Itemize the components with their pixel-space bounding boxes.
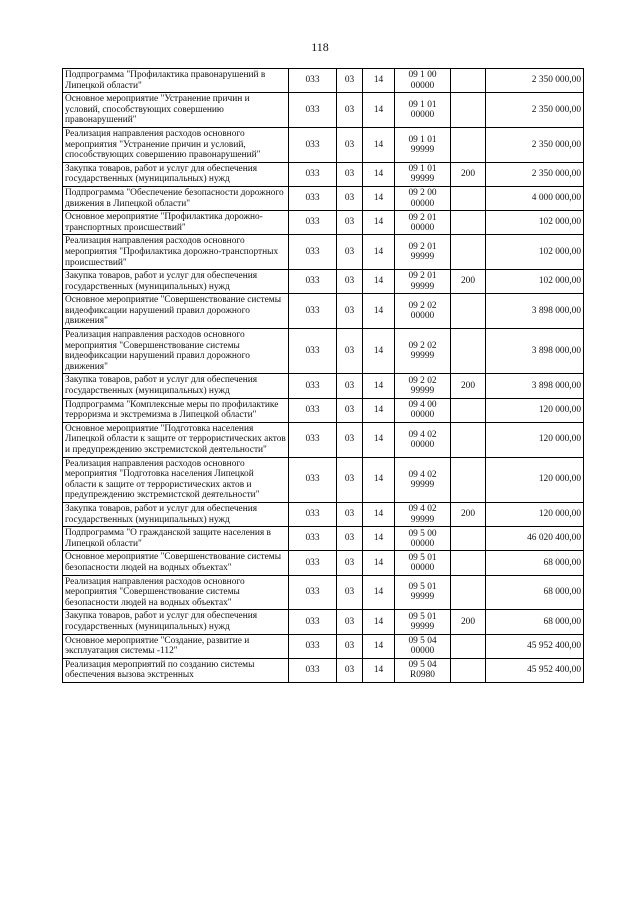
expense-type-cell <box>451 93 486 128</box>
target-article-part1: 09 4 02 <box>408 429 437 440</box>
row-name-cell: Реализация направления расходов основного мероприятия "Совершенствование системы видеофиксации нарушений правил дорожного движения" <box>63 329 289 374</box>
table-row <box>63 294 584 329</box>
row-name-cell: Реализация направления расходов основного мероприятия "Профилактика дорожно-транспортных происшествий" <box>63 235 289 270</box>
subsection-code-cell: 14 <box>363 127 395 162</box>
ministry-code-cell: 033 <box>289 374 337 398</box>
target-article-part1: 09 1 01 <box>408 99 437 110</box>
target-article-part1: 09 2 02 <box>408 375 437 386</box>
subsection-code-cell: 14 <box>363 634 395 658</box>
ministry-code-cell: 033 <box>289 398 337 422</box>
ministry-code-cell: 033 <box>289 329 337 374</box>
subsection-code-cell: 14 <box>363 270 395 294</box>
target-article-part1: 09 5 00 <box>408 528 437 539</box>
target-article-cell <box>395 502 451 526</box>
ministry-code-cell: 033 <box>289 294 337 329</box>
target-article-part2: 00000 <box>410 311 435 322</box>
subsection-code-cell: 14 <box>363 422 395 457</box>
amount-cell: 2 350 000,00 <box>486 127 584 162</box>
subsection-code-cell: 14 <box>363 610 395 634</box>
target-article-cell <box>395 398 451 422</box>
table-row <box>63 634 584 658</box>
target-article-part1: 09 5 01 <box>408 582 437 593</box>
table-row <box>63 398 584 422</box>
target-article-part1: 09 4 00 <box>408 400 437 411</box>
row-name-cell: Основное мероприятие "Совершенствование системы безопасности людей на водных объектах" <box>63 551 289 575</box>
expense-type-cell <box>451 294 486 329</box>
target-article-part1: 09 5 01 <box>408 552 437 563</box>
table-row <box>63 211 584 235</box>
amount-cell: 4 000 000,00 <box>486 186 584 210</box>
ministry-code-cell: 033 <box>289 162 337 186</box>
amount-cell: 2 350 000,00 <box>486 69 584 93</box>
target-article-cell <box>395 658 451 682</box>
subsection-code-cell: 14 <box>363 527 395 551</box>
subsection-code-cell: 14 <box>363 398 395 422</box>
subsection-code-cell: 14 <box>363 235 395 270</box>
row-name-cell: Основное мероприятие "Профилактика дорожно-транспортных происшествий" <box>63 211 289 235</box>
target-article-cell <box>395 457 451 502</box>
table-row <box>63 186 584 210</box>
subsection-code-cell: 14 <box>363 186 395 210</box>
section-code-cell: 03 <box>337 398 363 422</box>
ministry-code-cell: 033 <box>289 186 337 210</box>
amount-cell: 45 952 400,00 <box>486 634 584 658</box>
target-article-cell <box>395 422 451 457</box>
subsection-code-cell: 14 <box>363 374 395 398</box>
section-code-cell: 03 <box>337 634 363 658</box>
target-article-part1: 09 2 00 <box>408 188 437 199</box>
target-article-part2: 00000 <box>410 110 435 121</box>
section-code-cell: 03 <box>337 270 363 294</box>
table-row <box>63 235 584 270</box>
section-code-cell: 03 <box>337 211 363 235</box>
target-article-part1: 09 2 02 <box>408 300 437 311</box>
ministry-code-cell: 033 <box>289 634 337 658</box>
budget-table-body <box>63 69 584 683</box>
row-name-cell: Основное мероприятие "Создание, развитие и эксплуатация системы -112" <box>63 634 289 658</box>
ministry-code-cell: 033 <box>289 658 337 682</box>
section-code-cell: 03 <box>337 69 363 93</box>
ministry-code-cell: 033 <box>289 69 337 93</box>
table-row <box>63 93 584 128</box>
section-code-cell: 03 <box>337 162 363 186</box>
amount-cell: 3 898 000,00 <box>486 294 584 329</box>
section-code-cell: 03 <box>337 457 363 502</box>
page-number: 118 <box>311 40 329 54</box>
target-article-cell <box>395 235 451 270</box>
expense-type-cell <box>451 527 486 551</box>
table-row <box>63 422 584 457</box>
expense-type-cell: 200 <box>451 502 486 526</box>
section-code-cell: 03 <box>337 235 363 270</box>
target-article-part1: 09 5 04 <box>408 635 437 646</box>
table-row <box>63 457 584 502</box>
row-name-cell: Закупка товаров, работ и услуг для обеспечения государственных (муниципальных) нужд <box>63 610 289 634</box>
row-name-cell: Закупка товаров, работ и услуг для обеспечения государственных (муниципальных) нужд <box>63 270 289 294</box>
section-code-cell: 03 <box>337 329 363 374</box>
target-article-cell <box>395 69 451 93</box>
amount-cell: 102 000,00 <box>486 235 584 270</box>
subsection-code-cell: 14 <box>363 93 395 128</box>
amount-cell: 102 000,00 <box>486 211 584 235</box>
table-row <box>63 270 584 294</box>
target-article-part2: 99999 <box>410 514 435 525</box>
subsection-code-cell: 14 <box>363 329 395 374</box>
target-article-part2: 00000 <box>410 538 435 549</box>
subsection-code-cell: 14 <box>363 457 395 502</box>
ministry-code-cell: 033 <box>289 551 337 575</box>
target-article-cell <box>395 610 451 634</box>
row-name-cell: Подпрограмма "О гражданской защите населения в Липецкой области" <box>63 527 289 551</box>
section-code-cell: 03 <box>337 551 363 575</box>
amount-cell: 46 020 400,00 <box>486 527 584 551</box>
target-article-part1: 09 1 01 <box>408 134 437 145</box>
target-article-part2: 00000 <box>410 439 435 450</box>
section-code-cell: 03 <box>337 527 363 551</box>
target-article-cell <box>395 575 451 610</box>
target-article-cell <box>395 329 451 374</box>
row-name-cell: Основное мероприятие "Подготовка населения Липецкой области к защите от террористических актов и предупреждению экстремистской деятельности" <box>63 422 289 457</box>
section-code-cell: 03 <box>337 93 363 128</box>
ministry-code-cell: 033 <box>289 422 337 457</box>
expense-type-cell <box>451 551 486 575</box>
amount-cell: 120 000,00 <box>486 457 584 502</box>
row-name-cell: Подпрограмма "Обеспечение безопасности дорожного движения в Липецкой области" <box>63 186 289 210</box>
section-code-cell: 03 <box>337 575 363 610</box>
table-row <box>63 329 584 374</box>
target-article-cell <box>395 527 451 551</box>
target-article-part1: 09 4 02 <box>408 504 437 515</box>
target-article-part1: 09 2 01 <box>408 271 437 282</box>
target-article-part2: 00000 <box>410 410 435 421</box>
ministry-code-cell: 033 <box>289 211 337 235</box>
target-article-cell <box>395 634 451 658</box>
target-article-cell <box>395 551 451 575</box>
amount-cell: 102 000,00 <box>486 270 584 294</box>
section-code-cell: 03 <box>337 374 363 398</box>
target-article-cell <box>395 270 451 294</box>
expense-type-cell <box>451 634 486 658</box>
subsection-code-cell: 14 <box>363 211 395 235</box>
target-article-part2: 00000 <box>410 80 435 91</box>
row-name-cell: Реализация мероприятий по созданию системы обеспечения вызова экстренных <box>63 658 289 682</box>
ministry-code-cell: 033 <box>289 270 337 294</box>
expense-type-cell <box>451 329 486 374</box>
table-row <box>63 610 584 634</box>
ministry-code-cell: 033 <box>289 610 337 634</box>
expense-type-cell <box>451 127 486 162</box>
ministry-code-cell: 033 <box>289 575 337 610</box>
expense-type-cell <box>451 211 486 235</box>
target-article-part1: 09 2 02 <box>408 341 437 352</box>
target-article-part2: 99999 <box>410 592 435 603</box>
table-row <box>63 551 584 575</box>
target-article-part1: 09 5 04 <box>408 660 437 671</box>
section-code-cell: 03 <box>337 502 363 526</box>
target-article-part2: 99999 <box>410 144 435 155</box>
amount-cell: 45 952 400,00 <box>486 658 584 682</box>
row-name-cell: Реализация направления расходов основного мероприятия "Устранение причин и условий, способствующих совершению правонарушений" <box>63 127 289 162</box>
target-article-part2: 99999 <box>410 281 435 292</box>
expense-type-cell <box>451 422 486 457</box>
expense-type-cell: 200 <box>451 162 486 186</box>
amount-cell: 120 000,00 <box>486 422 584 457</box>
subsection-code-cell: 14 <box>363 551 395 575</box>
amount-cell: 68 000,00 <box>486 610 584 634</box>
row-name-cell: Закупка товаров, работ и услуг для обеспечения государственных (муниципальных) нужд <box>63 374 289 398</box>
ministry-code-cell: 033 <box>289 527 337 551</box>
budget-table <box>62 68 584 683</box>
subsection-code-cell: 14 <box>363 658 395 682</box>
row-name-cell: Реализация направления расходов основного мероприятия "Подготовка населения Липецкой области к защите от террористических актов и предупреждению экстремистской деятельности" <box>63 457 289 502</box>
section-code-cell: 03 <box>337 658 363 682</box>
target-article-part2: 00000 <box>410 198 435 209</box>
amount-cell: 68 000,00 <box>486 575 584 610</box>
target-article-cell <box>395 211 451 235</box>
amount-cell: 2 350 000,00 <box>486 162 584 186</box>
target-article-part1: 09 1 00 <box>408 70 437 81</box>
target-article-cell <box>395 127 451 162</box>
expense-type-cell: 200 <box>451 270 486 294</box>
ministry-code-cell: 033 <box>289 457 337 502</box>
target-article-part1: 09 4 02 <box>408 469 437 480</box>
section-code-cell: 03 <box>337 422 363 457</box>
subsection-code-cell: 14 <box>363 294 395 329</box>
section-code-cell: 03 <box>337 186 363 210</box>
expense-type-cell: 200 <box>451 374 486 398</box>
expense-type-cell <box>451 658 486 682</box>
ministry-code-cell: 033 <box>289 502 337 526</box>
subsection-code-cell: 14 <box>363 162 395 186</box>
expense-type-cell: 200 <box>451 610 486 634</box>
target-article-cell <box>395 294 451 329</box>
target-article-part2: 99999 <box>410 386 435 397</box>
target-article-part2: 00000 <box>410 562 435 573</box>
expense-type-cell <box>451 69 486 93</box>
ministry-code-cell: 033 <box>289 127 337 162</box>
target-article-part2: 00000 <box>410 222 435 233</box>
row-name-cell: Подпрограмма "Профилактика правонарушений в Липецкой области" <box>63 69 289 93</box>
subsection-code-cell: 14 <box>363 502 395 526</box>
amount-cell: 2 350 000,00 <box>486 93 584 128</box>
target-article-part2: 99999 <box>410 351 435 362</box>
expense-type-cell <box>451 235 486 270</box>
target-article-part2: 99999 <box>410 479 435 490</box>
table-row <box>63 575 584 610</box>
expense-type-cell <box>451 457 486 502</box>
subsection-code-cell: 14 <box>363 575 395 610</box>
target-article-cell <box>395 374 451 398</box>
section-code-cell: 03 <box>337 127 363 162</box>
target-article-part1: 09 5 01 <box>408 611 437 622</box>
amount-cell: 68 000,00 <box>486 551 584 575</box>
target-article-cell <box>395 93 451 128</box>
row-name-cell: Закупка товаров, работ и услуг для обеспечения государственных (муниципальных) нужд <box>63 502 289 526</box>
row-name-cell: Закупка товаров, работ и услуг для обеспечения государственных (муниципальных) нужд <box>63 162 289 186</box>
table-row <box>63 127 584 162</box>
table-row <box>63 502 584 526</box>
row-name-cell: Реализация направления расходов основного мероприятия "Совершенствование системы безопасности людей на водных объектах" <box>63 575 289 610</box>
row-name-cell: Подпрограмма "Комплексные меры по профилактике терроризма и экстремизма в Липецкой области" <box>63 398 289 422</box>
target-article-part1: 09 1 01 <box>408 164 437 175</box>
table-row <box>63 658 584 682</box>
expense-type-cell <box>451 186 486 210</box>
table-row <box>63 527 584 551</box>
section-code-cell: 03 <box>337 610 363 634</box>
table-row <box>63 162 584 186</box>
row-name-cell: Основное мероприятие "Совершенствование системы видеофиксации нарушений правил дорожного движения" <box>63 294 289 329</box>
amount-cell: 3 898 000,00 <box>486 374 584 398</box>
table-row <box>63 374 584 398</box>
target-article-part2: 99999 <box>410 174 435 185</box>
target-article-cell <box>395 186 451 210</box>
row-name-cell: Основное мероприятие "Устранение причин и условий, способствующих совершению правонарушений" <box>63 93 289 128</box>
table-row <box>63 69 584 93</box>
target-article-cell <box>395 162 451 186</box>
target-article-part2: 99999 <box>410 621 435 632</box>
target-article-part2: 99999 <box>410 252 435 263</box>
target-article-part2: R0980 <box>409 670 435 681</box>
section-code-cell: 03 <box>337 294 363 329</box>
expense-type-cell <box>451 398 486 422</box>
ministry-code-cell: 033 <box>289 235 337 270</box>
amount-cell: 120 000,00 <box>486 502 584 526</box>
target-article-part1: 09 2 01 <box>408 212 437 223</box>
ministry-code-cell: 033 <box>289 93 337 128</box>
target-article-part2: 00000 <box>410 646 435 657</box>
subsection-code-cell: 14 <box>363 69 395 93</box>
amount-cell: 3 898 000,00 <box>486 329 584 374</box>
amount-cell: 120 000,00 <box>486 398 584 422</box>
expense-type-cell <box>451 575 486 610</box>
target-article-part1: 09 2 01 <box>408 242 437 252</box>
